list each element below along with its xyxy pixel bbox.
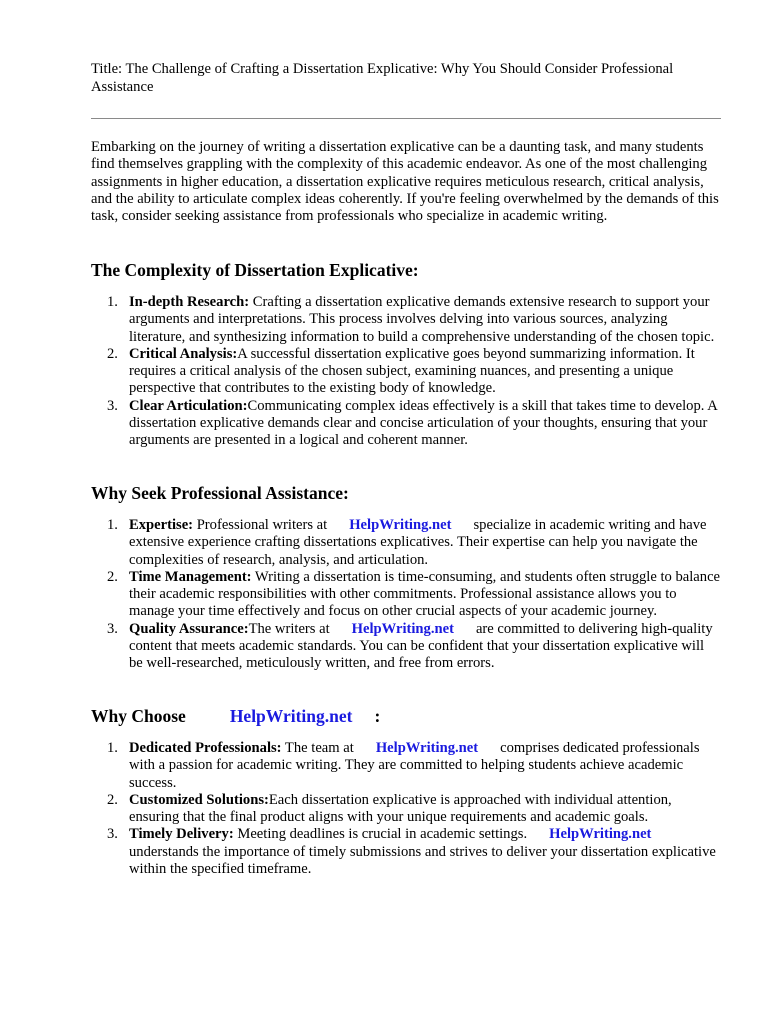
list-number: 1.	[107, 740, 118, 756]
helpwriting-link[interactable]: HelpWriting.net	[375, 740, 479, 756]
list-number: 3.	[107, 620, 118, 637]
item-text: Each dissertation explicative is approached with individual attention, ensuring that the final product aligns with your unique requirements and academic goals.	[129, 791, 672, 826]
item-text: A successful dissertation explicative goes beyond summarizing information. It requires a critical analysis of the chosen subject, examining nuances, and presenting a unique perspective that contributes to the existing body of knowledge.	[129, 345, 695, 397]
heading-text: Why Choose	[91, 706, 186, 726]
item-label: Customized Solutions:	[129, 791, 269, 808]
intro-paragraph: Embarking on the journey of writing a dissertation explicative can be a daunting task, and many students find themselves grappling with the complexity of this academic endeavor. As one of the most challenging assignments in higher education, a dissertation explicative requires meticulous research, critical analysis, and the ability to articulate complex ideas coherently. If you're feeling overwhelmed by the demands of this task, consider seeking assistance from professionals who specialize in academic writing.	[91, 139, 719, 225]
list-item	[91, 740, 721, 792]
list-number: 3.	[107, 397, 118, 414]
list-item	[91, 517, 721, 569]
item-label: Critical Analysis:	[129, 345, 238, 362]
item-text: understands the importance of timely submissions and strives to deliver your dissertation explicative within the specified timeframe.	[129, 843, 716, 878]
list-item	[91, 346, 721, 398]
item-text: Professional writers at	[193, 517, 328, 533]
item-text: are committed to delivering high-quality content that meets academic standards. You can be confident that your dissertation explicative will be well-researched, meticulously written, and free from errors.	[129, 620, 713, 672]
list-item	[91, 621, 721, 673]
heading-colon: :	[374, 706, 381, 726]
section-why-seek-heading: Why Seek Professional Assistance:	[91, 483, 349, 503]
assistance-list	[91, 517, 721, 673]
item-text: Crafting a dissertation explicative demands extensive research to support your arguments and interpretations. This process involves delving into various sources, analyzing literature, and synthesizing information to build a comprehensive understanding of the chosen topic.	[129, 294, 715, 345]
item-text: The team at	[281, 740, 354, 756]
item-label: Clear Articulation:	[129, 397, 248, 414]
list-number: 1.	[107, 517, 118, 533]
list-number: 2.	[107, 345, 118, 362]
item-text: Meeting deadlines is crucial in academic settings.	[233, 826, 528, 843]
item-label: Expertise:	[129, 517, 194, 533]
item-text: The writers at	[248, 620, 330, 637]
complexity-list	[91, 294, 721, 450]
helpwriting-link[interactable]: HelpWriting.net	[229, 706, 353, 726]
item-text: specialize in academic writing and have extensive experience crafting dissertations explicatives. Their expertise can help you navigate the complexities of research, analysis, and articulation.	[129, 517, 707, 568]
list-item	[91, 569, 721, 621]
list-number: 1.	[107, 294, 118, 310]
list-item	[91, 398, 721, 450]
list-number: 2.	[107, 791, 118, 808]
list-item	[91, 792, 721, 827]
why-choose-list	[91, 740, 721, 878]
list-item	[91, 294, 721, 346]
item-label: Quality Assurance:	[129, 620, 249, 637]
list-number: 3.	[107, 826, 118, 843]
item-label: Timely Delivery:	[129, 826, 234, 843]
helpwriting-link[interactable]: HelpWriting.net	[349, 517, 452, 533]
item-label: Dedicated Professionals:	[129, 740, 282, 756]
item-label: In-depth Research:	[129, 294, 250, 310]
title-divider	[91, 118, 721, 119]
section-complexity-heading: The Complexity of Dissertation Explicative:	[91, 260, 419, 280]
list-item	[91, 826, 721, 878]
document-title: Title: The Challenge of Crafting a Dissertation Explicative: Why You Should Consider Professional Assistance	[91, 61, 674, 95]
helpwriting-link[interactable]: HelpWriting.net	[351, 620, 454, 637]
item-label: Time Management:	[129, 568, 252, 585]
helpwriting-link[interactable]: HelpWriting.net	[549, 826, 652, 843]
item-text: Communicating complex ideas effectively is a skill that takes time to develop. A dissertation explicative demands clear and concise articulation of your thoughts, ensuring that your arguments are presented in a logical and coherent manner.	[129, 397, 717, 449]
item-text: comprises dedicated professionals with a passion for academic writing. They are committed to helping students achieve academic success.	[129, 740, 700, 791]
list-number: 2.	[107, 568, 118, 585]
item-text: Writing a dissertation is time-consuming, and students often struggle to balance their academic responsibilities with other commitments. Professional assistance allows you to manage your time effectively and focus on other crucial aspects of your academic journey.	[129, 568, 721, 620]
section-why-choose-heading	[91, 706, 380, 727]
